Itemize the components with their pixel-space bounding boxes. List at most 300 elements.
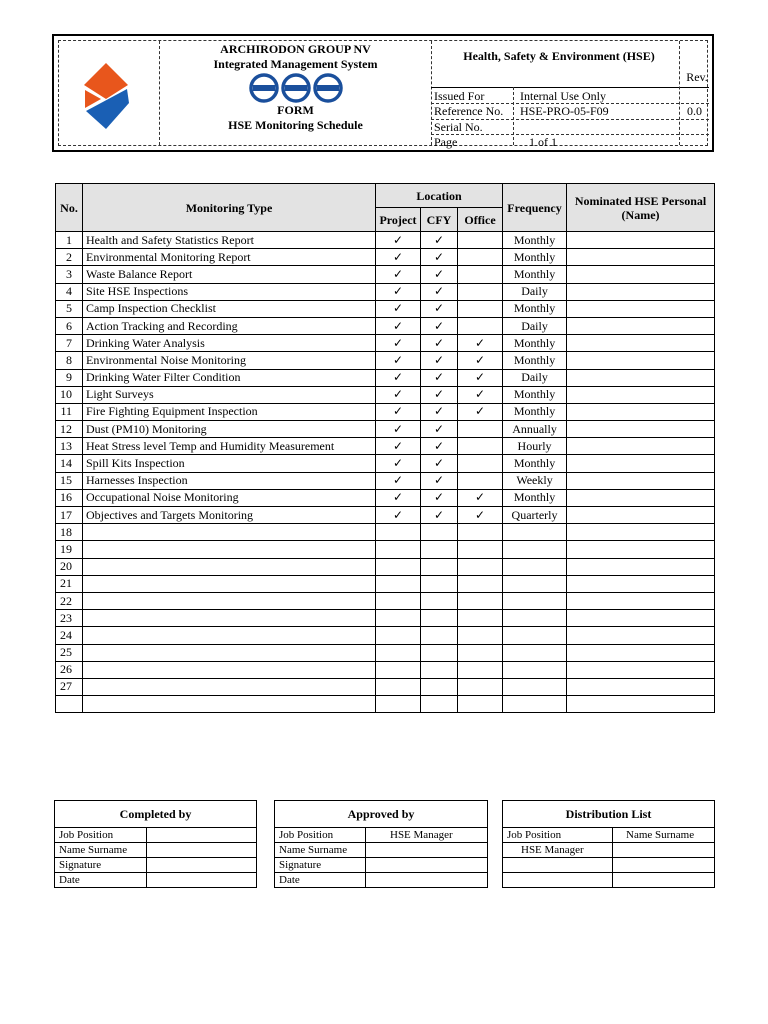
frequency-cell: Daily [503,369,567,386]
office-check-cell [458,575,503,592]
office-check-cell [458,283,503,300]
office-check-cell [458,232,503,249]
row-number: 26 [56,661,83,678]
frequency-cell: Monthly [503,489,567,506]
monitoring-type-cell [83,592,376,609]
row-number: 17 [56,507,83,524]
monitoring-type-cell: Site HSE Inspections [83,283,376,300]
frequency-cell: Daily [503,317,567,334]
row-number: 22 [56,592,83,609]
nominated-name-cell [567,558,715,575]
office-check-cell [458,541,503,558]
column-header-no: No. [56,184,83,232]
project-check-cell: ✓ [376,249,421,266]
row-number: 3 [56,266,83,283]
cfy-check-cell [421,661,458,678]
table-row [56,696,715,713]
project-check-cell: ✓ [376,421,421,438]
monitoring-type-cell: Drinking Water Analysis [83,335,376,352]
project-check-cell: ✓ [376,489,421,506]
frequency-cell [503,661,567,678]
frequency-cell: Monthly [503,403,567,420]
nominated-name-cell [567,541,715,558]
table-row [56,352,715,369]
monitoring-type-cell [83,541,376,558]
monitoring-type-cell [83,575,376,592]
office-check-cell [458,678,503,695]
nominated-name-cell [567,592,715,609]
nominated-name-cell [567,249,715,266]
table-row [56,386,715,403]
project-check-cell: ✓ [376,438,421,455]
frequency-cell [503,524,567,541]
signature-row [503,858,715,873]
table-row [56,644,715,661]
signature-row [55,828,257,843]
office-check-cell: ✓ [458,507,503,524]
issued-for-label: Issued For [434,89,485,103]
table-row [56,678,715,695]
field-label [503,858,613,873]
nominated-name-cell [567,421,715,438]
nominated-name-cell [567,455,715,472]
completed-by-block [54,800,257,888]
project-check-cell: ✓ [376,283,421,300]
field-value: HSE Manager [366,828,488,843]
monitoring-type-cell: Spill Kits Inspection [83,455,376,472]
hse-title: Health, Safety & Environment (HSE) [463,49,655,63]
field-label: Signature [275,858,366,873]
cfy-check-cell: ✓ [421,455,458,472]
nominated-name-cell [567,438,715,455]
project-check-cell [376,524,421,541]
project-check-cell [376,627,421,644]
cfy-check-cell: ✓ [421,232,458,249]
office-check-cell [458,610,503,627]
cfy-check-cell: ✓ [421,249,458,266]
cfy-check-cell: ✓ [421,352,458,369]
office-check-cell [458,472,503,489]
table-row [56,627,715,644]
field-label: Date [275,873,366,888]
frequency-cell [503,541,567,558]
page-label: Page [434,135,458,149]
rev-label: Rev. [686,70,708,84]
frequency-cell: Annually [503,421,567,438]
monitoring-type-cell [83,661,376,678]
row-number: 2 [56,249,83,266]
nominated-name-cell [567,507,715,524]
frequency-cell [503,575,567,592]
cfy-check-cell [421,678,458,695]
table-row [56,421,715,438]
serial-label: Serial No. [434,120,483,134]
nominated-name-cell [567,403,715,420]
table-row [56,524,715,541]
row-number: 8 [56,352,83,369]
monitoring-type-cell [83,678,376,695]
page-value: 1 of 1 [529,135,557,149]
table-row [56,317,715,334]
project-check-cell [376,610,421,627]
cfy-check-cell [421,610,458,627]
divider [431,87,709,88]
table-row [56,541,715,558]
table-row [56,558,715,575]
row-number: 10 [56,386,83,403]
column-header-frequency: Frequency [503,184,567,232]
header-inner-frame [58,40,708,149]
monitoring-type-cell: Dust (PM10) Monitoring [83,421,376,438]
table-row [56,661,715,678]
field-label: Signature [55,858,147,873]
signature-row [55,873,257,888]
field-value [613,843,715,858]
field-value [613,858,715,873]
office-check-cell [458,592,503,609]
project-check-cell: ✓ [376,455,421,472]
signature-row [503,828,715,843]
field-value [366,843,488,858]
office-check-cell [458,558,503,575]
nominated-name-cell [567,266,715,283]
frequency-cell [503,627,567,644]
company-name: ARCHIRODON GROUP NV [220,42,371,56]
cfy-check-cell [421,558,458,575]
row-number: 24 [56,627,83,644]
project-check-cell [376,575,421,592]
project-check-cell: ✓ [376,386,421,403]
frequency-cell [503,644,567,661]
table-row [56,455,715,472]
office-check-cell [458,266,503,283]
signature-row [275,858,488,873]
table-row [56,592,715,609]
monitoring-type-cell [83,644,376,661]
nominated-name-cell [567,369,715,386]
frequency-cell: Monthly [503,300,567,317]
row-number: 16 [56,489,83,506]
signature-row [275,873,488,888]
nominated-name-cell [567,575,715,592]
monitoring-type-cell: Waste Balance Report [83,266,376,283]
monitoring-type-cell: Drinking Water Filter Condition [83,369,376,386]
row-number: 21 [56,575,83,592]
office-check-cell: ✓ [458,489,503,506]
field-label: Job Position [503,828,613,843]
cfy-check-cell [421,627,458,644]
field-value [147,843,257,858]
rev-value: 0.0 [687,104,702,118]
table-row [56,335,715,352]
cfy-check-cell: ✓ [421,317,458,334]
field-label: Job Position [275,828,366,843]
project-check-cell [376,558,421,575]
monitoring-type-cell: Light Surveys [83,386,376,403]
project-check-cell: ✓ [376,232,421,249]
row-number: 23 [56,610,83,627]
row-number: 7 [56,335,83,352]
approved-by-block [274,800,488,888]
document-header [52,34,714,152]
cfy-check-cell: ✓ [421,300,458,317]
office-check-cell [458,696,503,713]
cfy-check-cell [421,644,458,661]
monitoring-type-cell: Environmental Noise Monitoring [83,352,376,369]
approved-by-title: Approved by [275,801,488,828]
column-header-project: Project [376,208,421,232]
office-check-cell [458,317,503,334]
nominated-title: Nominated HSE Personal [574,193,707,208]
project-check-cell: ✓ [376,335,421,352]
office-check-cell [458,627,503,644]
office-check-cell [458,421,503,438]
frequency-cell [503,610,567,627]
issued-for-value: Internal Use Only [520,89,606,103]
nominated-name-cell [567,696,715,713]
field-label: Name Surname [275,843,366,858]
row-number: 19 [56,541,83,558]
row-number: 6 [56,317,83,334]
frequency-cell: Monthly [503,266,567,283]
office-check-cell [458,524,503,541]
office-check-cell [458,661,503,678]
project-check-cell [376,541,421,558]
monitoring-type-cell: Health and Safety Statistics Report [83,232,376,249]
nominated-name-cell [567,661,715,678]
form-title: HSE Monitoring Schedule [228,118,363,132]
frequency-cell: Monthly [503,335,567,352]
table-row [56,232,715,249]
table-row [56,610,715,627]
certification-badges [249,73,343,103]
project-check-cell [376,696,421,713]
table-row [56,575,715,592]
table-row [56,266,715,283]
certification-badge-icon [251,75,277,101]
frequency-cell: Monthly [503,455,567,472]
row-number: 20 [56,558,83,575]
table-row [56,283,715,300]
nominated-name-cell [567,610,715,627]
frequency-cell [503,592,567,609]
project-check-cell: ✓ [376,472,421,489]
table-row [56,507,715,524]
row-number: 9 [56,369,83,386]
monitoring-type-cell [83,627,376,644]
frequency-cell: Daily [503,283,567,300]
nominated-name-cell [567,317,715,334]
monitoring-type-cell [83,696,376,713]
project-check-cell: ✓ [376,300,421,317]
office-check-cell: ✓ [458,352,503,369]
office-check-cell: ✓ [458,369,503,386]
frequency-cell: Monthly [503,249,567,266]
project-check-cell: ✓ [376,369,421,386]
cfy-check-cell: ✓ [421,403,458,420]
monitoring-type-cell [83,610,376,627]
frequency-cell [503,558,567,575]
project-check-cell [376,678,421,695]
column-header-cfy: CFY [421,208,458,232]
nominated-name-cell [567,335,715,352]
frequency-cell: Quarterly [503,507,567,524]
completed-by-title: Completed by [55,801,257,828]
monitoring-type-cell: Occupational Noise Monitoring [83,489,376,506]
frequency-cell: Monthly [503,352,567,369]
office-check-cell [458,644,503,661]
row-number: 25 [56,644,83,661]
cfy-check-cell: ✓ [421,335,458,352]
row-number [56,696,83,713]
monitoring-type-cell: Camp Inspection Checklist [83,300,376,317]
column-header-nominated [567,184,715,232]
field-value [147,828,257,843]
office-check-cell: ✓ [458,335,503,352]
signature-row [275,828,488,843]
monitoring-type-cell [83,558,376,575]
cfy-check-cell: ✓ [421,438,458,455]
row-number: 14 [56,455,83,472]
cfy-check-cell [421,541,458,558]
cfy-check-cell: ✓ [421,507,458,524]
field-value [147,858,257,873]
nominated-subtitle: (Name) [621,207,660,222]
nominated-name-cell [567,386,715,403]
column-header-monitoring-type: Monitoring Type [83,184,376,232]
certification-badge-icon [315,75,341,101]
project-check-cell [376,592,421,609]
nominated-name-cell [567,489,715,506]
office-check-cell: ✓ [458,386,503,403]
table-row [56,489,715,506]
nominated-name-cell [567,232,715,249]
nominated-name-cell [567,472,715,489]
row-number: 4 [56,283,83,300]
field-value: Name Surname [613,828,715,843]
field-value [366,873,488,888]
nominated-name-cell [567,352,715,369]
monitoring-type-cell: Action Tracking and Recording [83,317,376,334]
table-row [56,403,715,420]
field-label: Date [55,873,147,888]
office-check-cell [458,455,503,472]
frequency-cell: Monthly [503,232,567,249]
cfy-check-cell: ✓ [421,472,458,489]
archirodon-logo-icon [59,41,159,145]
row-number: 18 [56,524,83,541]
cfy-check-cell: ✓ [421,421,458,438]
frequency-cell: Weekly [503,472,567,489]
table-row [56,438,715,455]
field-label: Job Position [55,828,147,843]
field-label: Name Surname [55,843,147,858]
reference-label: Reference No. [434,104,504,118]
cfy-check-cell: ✓ [421,386,458,403]
office-check-cell [458,300,503,317]
field-value [147,873,257,888]
distribution-list-title: Distribution List [503,801,715,828]
signature-row [503,843,715,858]
monitoring-type-cell: Heat Stress level Temp and Humidity Measurement [83,438,376,455]
field-label [503,873,613,888]
signature-row [55,858,257,873]
project-check-cell: ✓ [376,352,421,369]
cfy-check-cell [421,524,458,541]
row-number: 1 [56,232,83,249]
table-row [56,369,715,386]
column-header-office: Office [458,208,503,232]
cfy-check-cell: ✓ [421,266,458,283]
distribution-list-block [502,800,715,888]
frequency-cell: Monthly [503,386,567,403]
monitoring-type-cell [83,524,376,541]
row-number: 15 [56,472,83,489]
form-label: FORM [277,103,314,117]
table-row [56,300,715,317]
cfy-check-cell: ✓ [421,283,458,300]
field-value [613,873,715,888]
frequency-cell [503,678,567,695]
cfy-check-cell [421,575,458,592]
monitoring-type-cell: Objectives and Targets Monitoring [83,507,376,524]
company-logo [59,41,159,145]
monitoring-type-cell: Fire Fighting Equipment Inspection [83,403,376,420]
frequency-cell [503,696,567,713]
frequency-cell: Hourly [503,438,567,455]
project-check-cell [376,644,421,661]
system-name: Integrated Management System [213,57,378,71]
certification-badge-icon [283,75,309,101]
nominated-name-cell [567,300,715,317]
office-check-cell [458,249,503,266]
reference-value: HSE-PRO-05-F09 [520,104,609,118]
row-number: 5 [56,300,83,317]
office-check-cell [458,438,503,455]
row-number: 13 [56,438,83,455]
cfy-check-cell: ✓ [421,489,458,506]
office-check-cell: ✓ [458,403,503,420]
nominated-name-cell [567,678,715,695]
cfy-check-cell: ✓ [421,369,458,386]
row-number: 12 [56,421,83,438]
divider [679,41,680,145]
row-number: 27 [56,678,83,695]
project-check-cell: ✓ [376,266,421,283]
signature-row [55,843,257,858]
table-row [56,249,715,266]
table-row [56,472,715,489]
nominated-name-cell [567,524,715,541]
cfy-check-cell [421,592,458,609]
row-number: 11 [56,403,83,420]
signature-row [503,873,715,888]
project-check-cell: ✓ [376,403,421,420]
project-check-cell [376,661,421,678]
monitoring-type-cell: Harnesses Inspection [83,472,376,489]
project-check-cell: ✓ [376,507,421,524]
signature-row [275,843,488,858]
nominated-name-cell [567,644,715,661]
column-header-location: Location [376,184,503,208]
field-value [366,858,488,873]
nominated-name-cell [567,283,715,300]
divider [513,87,514,145]
nominated-name-cell [567,627,715,644]
monitoring-type-cell: Environmental Monitoring Report [83,249,376,266]
project-check-cell: ✓ [376,317,421,334]
field-label: HSE Manager [503,843,613,858]
